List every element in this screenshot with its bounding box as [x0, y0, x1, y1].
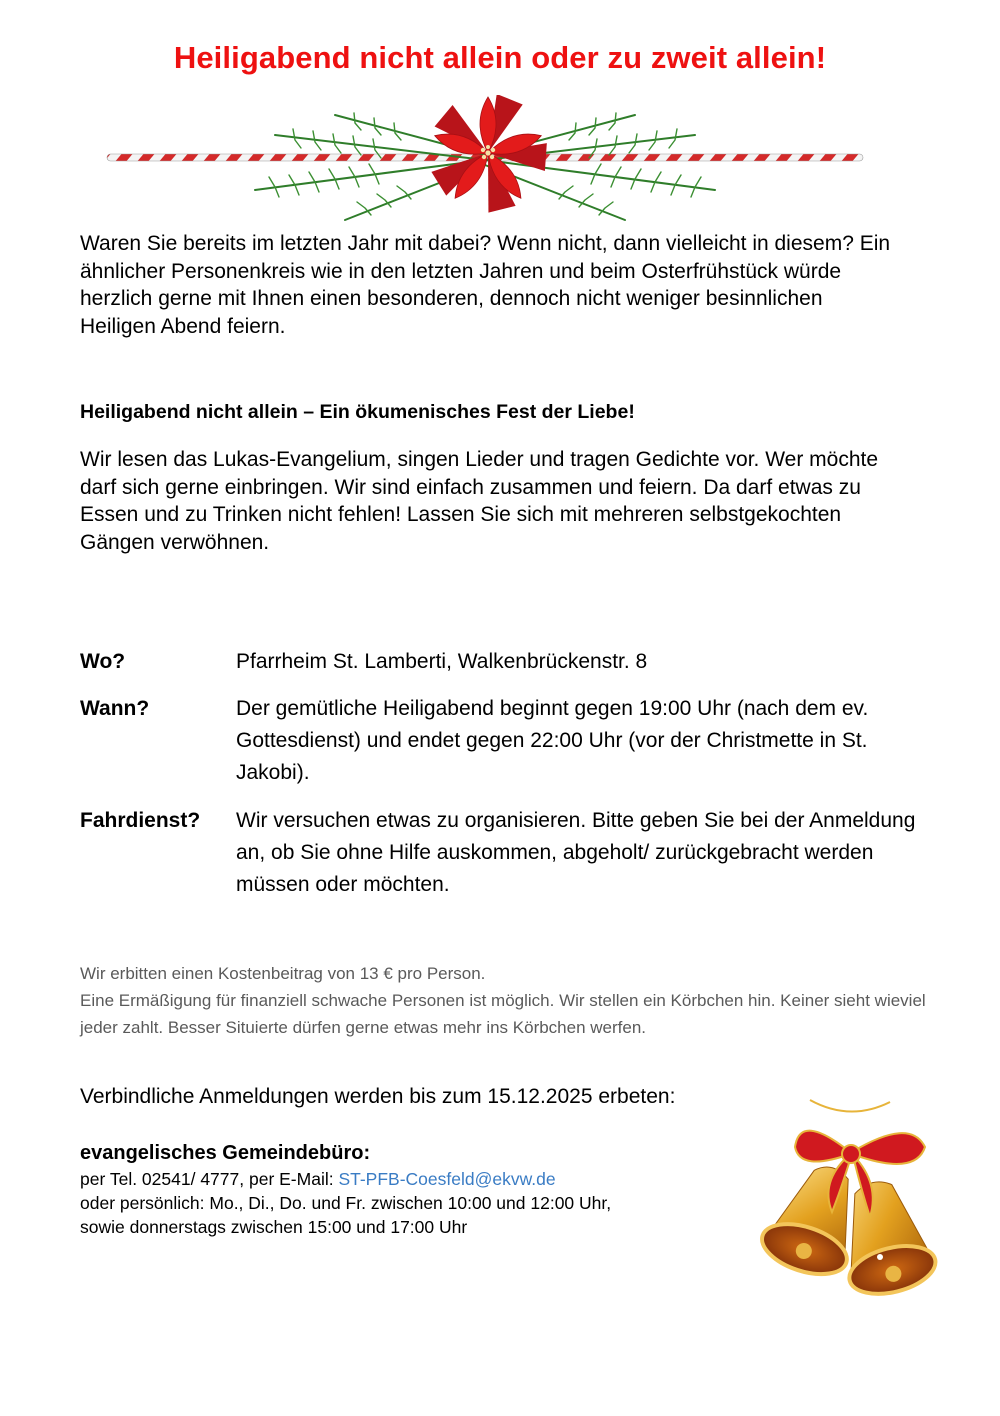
intro-paragraph: Waren Sie bereits im letzten Jahr mit dabei? Wenn nicht, dann vielleicht in diesem? Ein ähnlicher Personenkreis wie in den letzten Jahren und beim Osterfrühstück würde herzlich gerne mit Ihnen einen besonderen, dennoch nicht weniger besinnlichen Heiligen Abend feiern.	[80, 232, 891, 338]
christmas-bells-icon	[740, 1092, 960, 1317]
detail-value: Der gemütliche Heiligabend beginnt gegen 19:00 Uhr (nach dem ev. Gottesdienst) und endet gegen 22:00 Uhr (vor der Christmette in St. Jakobi).	[236, 697, 869, 784]
contact-info	[80, 1167, 740, 1239]
detail-value: Pfarrheim St. Lamberti, Walkenbrückenstr. 8	[236, 650, 648, 673]
detail-label: Wo?	[80, 650, 126, 673]
poinsettia-garland-icon	[105, 95, 865, 225]
cost-line: Wir erbitten einen Kostenbeitrag von 13 € pro Person.	[80, 964, 486, 983]
office-hours-line: sowie donnerstags zwischen 15:00 und 17:00 Uhr	[80, 1217, 468, 1237]
detail-value: Wir versuchen etwas zu organisieren. Bitte geben Sie bei der Anmeldung an, ob Sie ohne Hilfe auskommen, abgeholt/ zurückgebracht werden müssen oder möchten.	[236, 809, 916, 896]
email-link[interactable]: ST-PFB-Coesfeld@ekvw.de	[338, 1169, 556, 1189]
page-title: Heiligabend nicht allein oder zu zweit allein!	[173, 40, 827, 75]
detail-label: Wann?	[80, 697, 150, 720]
detail-label: Fahrdienst?	[80, 809, 201, 832]
office-heading: evangelisches Gemeindebüro:	[80, 1142, 371, 1164]
discount-note: Eine Ermäßigung für finanziell schwache Personen ist möglich. Wir stellen ein Körbchen hin. Keiner sieht wieviel jeder zahlt. Besser Situierte dürfen gerne etwas mehr ins Körbchen werfen.	[80, 991, 926, 1037]
registration-deadline: Verbindliche Anmeldungen werden bis zum 15.12.2025 erbeten:	[80, 1085, 676, 1108]
section-heading: Heiligabend nicht allein – Ein ökumenisches Fest der Liebe!	[80, 401, 635, 423]
section-body: Wir lesen das Lukas-Evangelium, singen Lieder und tragen Gedichte vor. Wer möchte darf sich gerne einbringen. Wir sind einfach zusammen und feiern. Da darf etwas zu Essen und zu Trinken nicht fehlen! Lassen Sie sich mit mehreren selbstgekochten Gängen verwöhnen.	[80, 448, 879, 554]
contact-line-phone-email	[80, 1167, 740, 1191]
phone-text: per Tel. 02541/ 4777, per E-Mail:	[80, 1169, 339, 1189]
cost-note	[80, 960, 940, 1041]
office-hours-line: oder persönlich: Mo., Di., Do. und Fr. zwischen 10:00 und 12:00 Uhr,	[80, 1193, 612, 1213]
